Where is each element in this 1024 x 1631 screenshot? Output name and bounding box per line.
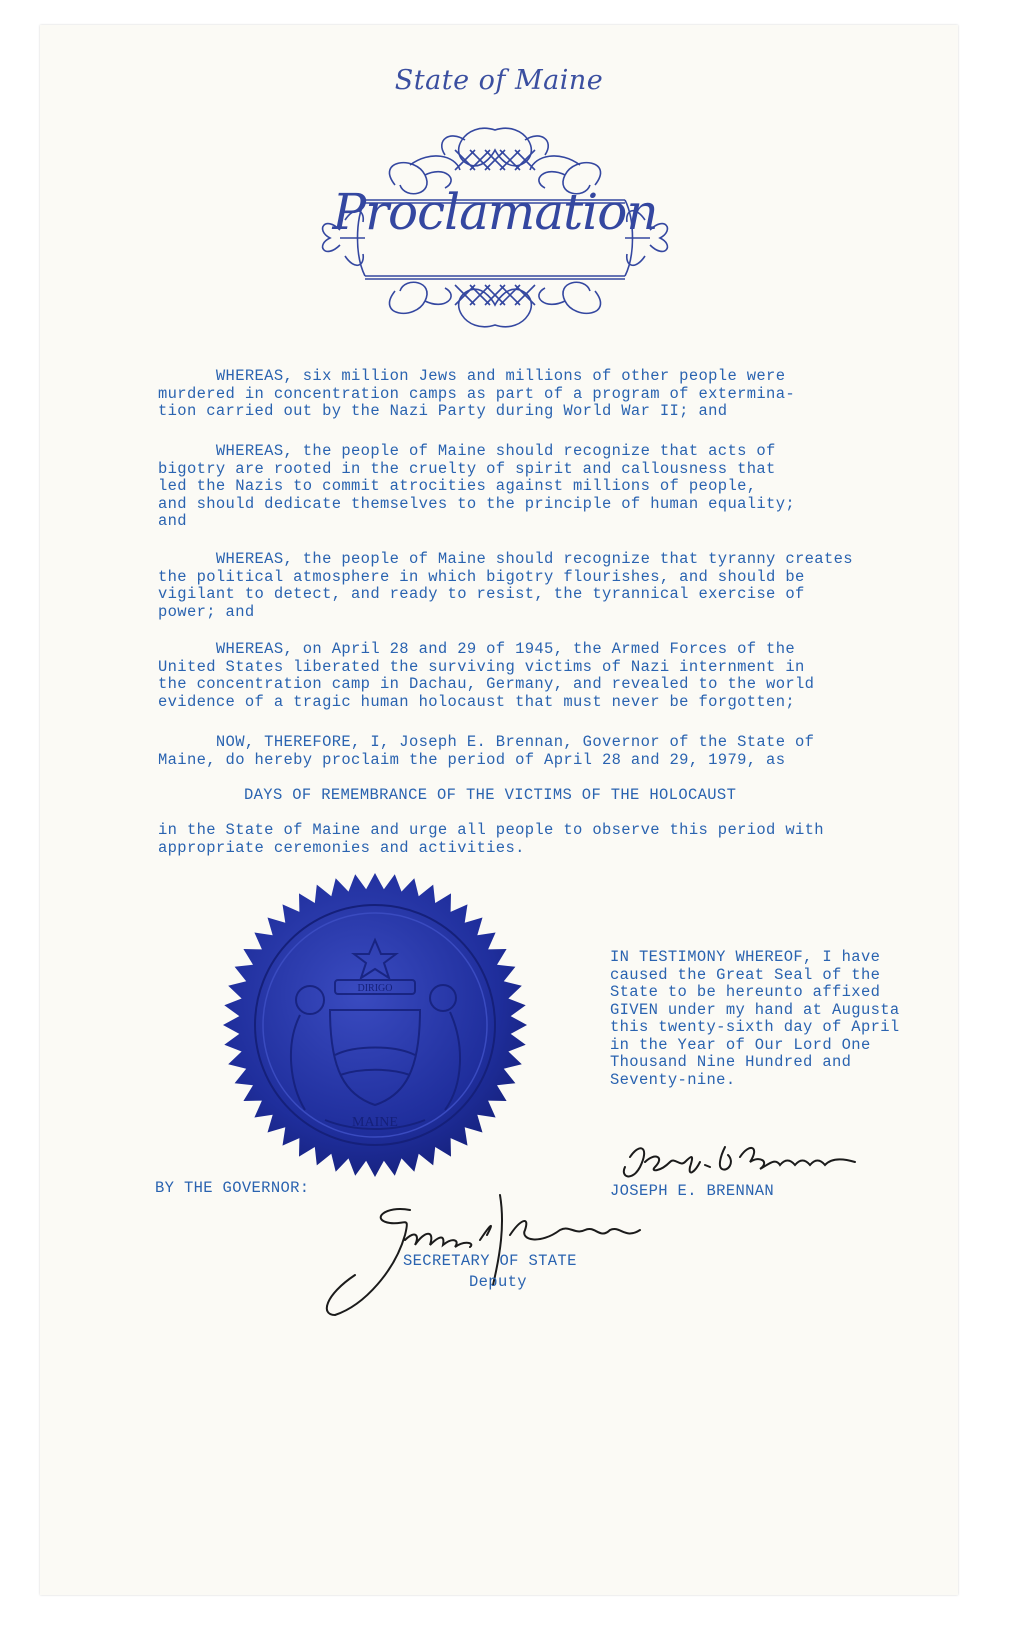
closing-paragraph: in the State of Maine and urge all people to observe this period with appropriate ceremonies and activities. xyxy=(158,821,824,857)
proclamation-sheet xyxy=(40,25,958,1595)
proclamation-title: Proclamation xyxy=(332,183,658,241)
seal-label: MAINE xyxy=(352,1115,398,1130)
seal-motto: DIRIGO xyxy=(357,983,393,994)
whereas-paragraph-3: WHEREAS, the people of Maine should recognize that tyranny creates the political atmosphere in which bigotry flourishes, and should be vigilant to detect, and ready to resist, the tyrannical exercise of power; and xyxy=(158,550,853,621)
whereas-paragraph-1: WHEREAS, six million Jews and millions of other people were murdered in concentration camps as part of a program of extermina- tion carried out by the Nazi Party during World War II; and xyxy=(158,367,795,420)
governor-name: JOSEPH E. BRENNAN xyxy=(610,1182,775,1200)
by-the-governor-label: BY THE GOVERNOR: xyxy=(155,1179,310,1197)
state-heading: State of Maine xyxy=(394,65,604,96)
whereas-paragraph-4: WHEREAS, on April 28 and 29 of 1945, the Armed Forces of the United States liberated the surviving victims of Nazi internment in the concentration camp in Dachau, Germany, and revealed to the world evidence of a tragic human holocaust that must never be forgotten; xyxy=(158,640,815,711)
great-seal xyxy=(215,870,535,1180)
deputy-label: Deputy xyxy=(469,1273,527,1291)
secretary-of-state-title: SECRETARY OF STATE xyxy=(403,1252,577,1270)
therefore-paragraph: NOW, THEREFORE, I, Joseph E. Brennan, Governor of the State of Maine, do hereby proclaim the period of April 28 and 29, 1979, as xyxy=(158,733,815,769)
whereas-paragraph-2: WHEREAS, the people of Maine should recognize that acts of bigotry are rooted in the cruelty of spirit and callousness that led the Nazis to commit atrocities against millions of people, and should dedicate themselves to the principle of human equality; and xyxy=(158,442,795,530)
proclamation-ornament xyxy=(295,110,695,340)
seal-icon xyxy=(215,870,535,1180)
days-of-remembrance-heading: DAYS OF REMEMBRANCE OF THE VICTIMS OF THE HOLOCAUST xyxy=(244,786,737,804)
testimony-paragraph: IN TESTIMONY WHEREOF, I have caused the Great Seal of the State to be hereunto affixed GIVEN under my hand at Augusta this twenty-sixth day of April in the Year of Our Lord One Thousand Nine Hundred and Seventy-nine. xyxy=(610,948,900,1089)
